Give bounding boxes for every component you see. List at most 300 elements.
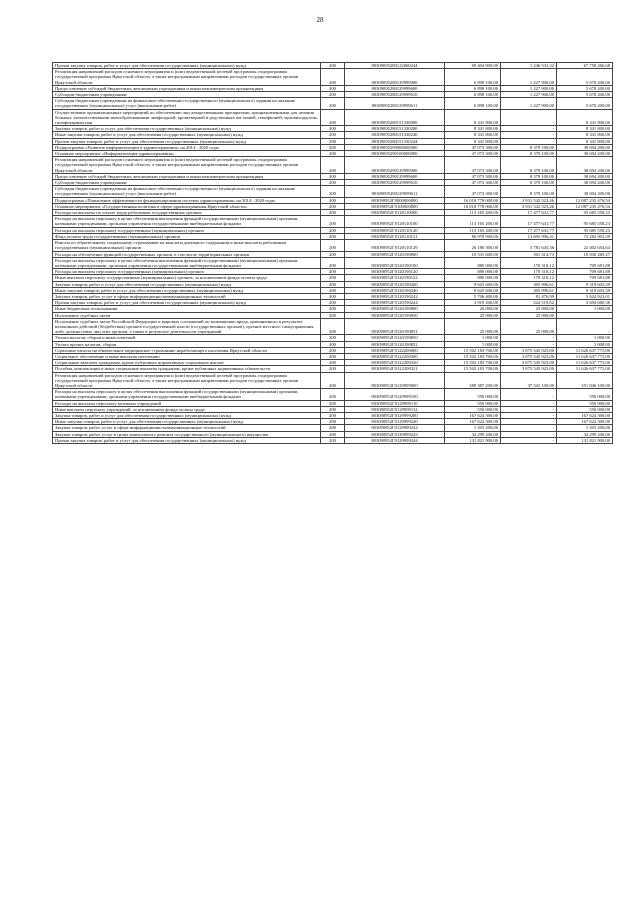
row-name-cell: Осуществление организационных мероприятий по обеспечению лиц лекарственными препаратами, предназначенными для лечения больных злокачественными новообразованиями лимфоидной, кроветворной и родственных им тканей, гемофилией, муковисцидозом, гипофизарным нан bbox=[53, 109, 321, 126]
row-amount-remaining-cell: 11 626 637 775,00 bbox=[557, 360, 613, 366]
row-code-cell: 200 bbox=[321, 293, 345, 299]
row-classification-code-cell: 803090952Г0129999100 bbox=[345, 389, 445, 400]
row-name-cell: Расходы на выплаты персоналу казенных учреждений bbox=[53, 400, 321, 406]
row-amount-planned-cell: 47 073 300,00 bbox=[445, 173, 501, 179]
row-amount-remaining-cell: - bbox=[557, 312, 613, 318]
row-name-cell: Расходы на выплаты персоналу в целях обеспечения выполнения функций государственными (муниципальными) органами, казенными учреждениями, органами управления государственными внебюджетными фондами bbox=[53, 216, 321, 227]
row-amount-planned-cell: 16 018 778 000,00 bbox=[445, 203, 501, 209]
row-amount-executed-cell: 305 996,61 bbox=[501, 287, 557, 293]
row-amount-executed-cell: 8 379 100,00 bbox=[501, 180, 557, 186]
row-amount-executed-cell: 3 875 545 925,00 bbox=[501, 366, 557, 372]
row-amount-planned-cell: 1 000,00 bbox=[445, 341, 501, 347]
row-amount-planned-cell: 47 073 300,00 bbox=[445, 151, 501, 157]
row-amount-planned-cell: 86 978 900,00 bbox=[445, 233, 501, 239]
row-name-cell: Субсидии бюджетным учреждениям bbox=[53, 92, 321, 98]
page-number: 28 bbox=[316, 16, 324, 24]
row-amount-remaining-cell: 38 694 200,00 bbox=[557, 157, 613, 174]
row-classification-code-cell: 803090952Г0129999110 bbox=[345, 400, 445, 406]
row-amount-remaining-cell: 22 402 654,64 bbox=[557, 240, 613, 251]
row-amount-executed-cell: - bbox=[501, 419, 557, 425]
row-code-cell: 200 bbox=[321, 63, 345, 69]
budget-table bbox=[52, 62, 613, 444]
row-code-cell: 200 bbox=[321, 281, 345, 287]
table-row bbox=[53, 197, 613, 203]
row-name-cell: Расходы на выплаты персоналу государственных (муниципальных) органов bbox=[53, 227, 321, 233]
row-amount-remaining-cell: 1 000,00 bbox=[557, 306, 613, 312]
row-amount-executed-cell: 25 000,00 bbox=[501, 306, 557, 312]
row-code-cell: 200 bbox=[321, 109, 345, 126]
row-code-cell: 200 bbox=[321, 347, 345, 353]
row-amount-executed-cell: 305 996,61 bbox=[501, 281, 557, 287]
row-amount-executed-cell: - bbox=[501, 341, 557, 347]
row-amount-remaining-cell: 11 626 637 775,00 bbox=[557, 353, 613, 359]
row-name-cell: Закупка товаров, работ и услуг для обеспечения государственных (муниципальных) нужд bbox=[53, 281, 321, 287]
row-amount-remaining-cell: 9 319 603,39 bbox=[557, 281, 613, 287]
row-amount-remaining-cell: 38 694 200,00 bbox=[557, 173, 613, 179]
row-classification-code-cell: 80309095290100000000 bbox=[345, 151, 445, 157]
row-name-cell: Социальное обеспечение и иные выплаты населению bbox=[53, 353, 321, 359]
row-amount-executed-cell: 1 227 900,00 bbox=[501, 92, 557, 98]
table-row bbox=[53, 98, 613, 109]
row-code-cell: 200 bbox=[321, 257, 345, 268]
row-amount-planned-cell: 167 624 300,00 bbox=[445, 419, 501, 425]
table-row bbox=[53, 186, 613, 197]
row-amount-executed-cell: - bbox=[501, 406, 557, 412]
row-amount-executed-cell: - bbox=[501, 132, 557, 138]
row-amount-remaining-cell: 95 685 558,23 bbox=[557, 216, 613, 227]
row-amount-remaining-cell: 5 670 200,00 bbox=[557, 85, 613, 91]
row-amount-remaining-cell: 8 341 800,00 bbox=[557, 126, 613, 132]
row-code-cell: 200 bbox=[321, 335, 345, 341]
row-classification-code-cell: 803090952Г0100000000 bbox=[345, 203, 445, 209]
table-row bbox=[53, 366, 613, 372]
row-classification-code-cell: 80309095280151330200 bbox=[345, 126, 445, 132]
row-name-cell: Иные бюджетные ассигнования bbox=[53, 306, 321, 312]
row-code-cell: 200 bbox=[321, 353, 345, 359]
row-amount-remaining-cell: 550 000,00 bbox=[557, 400, 613, 406]
row-name-cell: Закупка товаров, работ, услуг в сфере информационно-коммуникационных технологий bbox=[53, 425, 321, 431]
row-classification-code-cell: 803090952Г0122200000 bbox=[345, 347, 445, 353]
row-code-cell: 200 bbox=[321, 197, 345, 203]
row-amount-planned-cell: 15 502 183 700,00 bbox=[445, 366, 501, 372]
row-classification-code-cell: 803090952Г0120190240 bbox=[345, 287, 445, 293]
row-classification-code-cell: 80309095290129999000 bbox=[345, 157, 445, 174]
budget-table-body bbox=[53, 63, 613, 444]
row-amount-executed-cell: 8 379 100,00 bbox=[501, 173, 557, 179]
row-name-cell: Субсидии бюджетным учреждениям на финансовое обеспечение государственного (муниципального) задания на оказание государственных (муниципальных) услуг (выполнение работ) bbox=[53, 98, 321, 109]
row-amount-executed-cell: - bbox=[501, 389, 557, 400]
table-row bbox=[53, 372, 613, 389]
row-name-cell: Реализация направлений расходов основного мероприятия и (или) ведомственной целевой программы, подпрограммы государственной программы Иркутской области, а также непрограммным направлениям расходов государственных органов Иркутской области bbox=[53, 372, 321, 389]
row-classification-code-cell: 803090952Г0120190100 bbox=[345, 257, 445, 268]
row-amount-remaining-cell: 5 624 923,01 bbox=[557, 293, 613, 299]
row-amount-planned-cell: 47 073 300,00 bbox=[445, 186, 501, 197]
row-amount-remaining-cell: 5 670 200,00 bbox=[557, 98, 613, 109]
row-amount-planned-cell: 113 165 200,00 bbox=[445, 216, 501, 227]
row-classification-code-cell: 803090952Г0120190830 bbox=[345, 312, 445, 318]
row-name-cell: Фонд оплаты труда государственных (муниципальных) органов bbox=[53, 233, 321, 239]
row-classification-code-cell: 80309095290129999611 bbox=[345, 186, 445, 197]
row-code-cell: 200 bbox=[321, 425, 345, 431]
row-classification-code-cell: 803090952Г0120190200 bbox=[345, 281, 445, 287]
row-amount-remaining-cell: 1 000,00 bbox=[557, 341, 613, 347]
row-amount-planned-cell: 3 919 200,00 bbox=[445, 300, 501, 306]
row-amount-remaining-cell: 38 694 200,00 bbox=[557, 151, 613, 157]
row-name-cell: Расходы на обеспечение функций государственных органов, в том числе территориальных органов bbox=[53, 251, 321, 257]
row-amount-executed-cell: 8 379 100,00 bbox=[501, 144, 557, 150]
row-classification-code-cell: 803090952Г0120110100 bbox=[345, 216, 445, 227]
row-name-cell: Социальные выплаты гражданам, кроме публичных нормативных социальных выплат bbox=[53, 360, 321, 366]
table-row bbox=[53, 69, 613, 86]
row-name-cell: Иные выплаты персоналу учреждений, за исключением фонда оплаты труда bbox=[53, 406, 321, 412]
row-amount-planned-cell: 6 898 100,00 bbox=[445, 98, 501, 109]
row-amount-remaining-cell: 73 282 903,59 bbox=[557, 233, 613, 239]
row-classification-code-cell: 803090952Г0120190831 bbox=[345, 318, 445, 335]
row-name-cell: Иные закупки товаров, работ и услуг для обеспечения государственных (муниципальных) нужд bbox=[53, 132, 321, 138]
row-classification-code-cell: 803090952Г0122200320 bbox=[345, 360, 445, 366]
row-amount-planned-cell: 167 624 300,00 bbox=[445, 412, 501, 418]
row-amount-planned-cell: 8 341 800,00 bbox=[445, 138, 501, 144]
row-code-cell: 200 bbox=[321, 240, 345, 251]
row-code-cell: 200 bbox=[321, 203, 345, 209]
row-code-cell: 200 bbox=[321, 419, 345, 425]
row-amount-executed-cell: - bbox=[501, 425, 557, 431]
row-amount-executed-cell: 1 246 533,32 bbox=[501, 63, 557, 69]
row-amount-executed-cell: 3 931 542 523,46 bbox=[501, 197, 557, 203]
row-amount-planned-cell: 6 898 100,00 bbox=[445, 92, 501, 98]
row-amount-remaining-cell: 550 000,00 bbox=[557, 406, 613, 412]
row-amount-planned-cell: 15 502 183 700,00 bbox=[445, 360, 501, 366]
row-amount-planned-cell: 47 073 300,00 bbox=[445, 144, 501, 150]
row-name-cell: Расходы на выплаты по оплате труда работников государственных органов bbox=[53, 210, 321, 216]
row-amount-planned-cell: 10 531 600,00 bbox=[445, 251, 501, 257]
row-code-cell: 200 bbox=[321, 406, 345, 412]
row-amount-executed-cell: 3 931 542 523,46 bbox=[501, 203, 557, 209]
row-amount-planned-cell: 550 000,00 bbox=[445, 389, 501, 400]
row-code-cell: 200 bbox=[321, 360, 345, 366]
row-amount-executed-cell: 13 695 996,41 bbox=[501, 233, 557, 239]
row-code-cell: 200 bbox=[321, 186, 345, 197]
row-amount-planned-cell: 550 000,00 bbox=[445, 400, 501, 406]
row-code-cell: 200 bbox=[321, 144, 345, 150]
row-amount-executed-cell: 170 318,12 bbox=[501, 275, 557, 281]
table-row bbox=[53, 360, 613, 366]
row-name-cell: Предоставление субсидий бюджетным, автономным учреждениям и иным некоммерческим организациям bbox=[53, 85, 321, 91]
row-classification-code-cell: 803090952Г0129999244 bbox=[345, 437, 445, 443]
table-row bbox=[53, 216, 613, 227]
row-name-cell: Субсидии бюджетным учреждениям bbox=[53, 180, 321, 186]
row-code-cell: 200 bbox=[321, 275, 345, 281]
row-amount-planned-cell: 9 625 600,00 bbox=[445, 281, 501, 287]
row-amount-planned-cell: 26 000,00 bbox=[445, 306, 501, 312]
row-amount-executed-cell: 3 875 545 925,00 bbox=[501, 353, 557, 359]
row-code-cell: 200 bbox=[321, 372, 345, 389]
row-amount-remaining-cell: 550 000,00 bbox=[557, 389, 613, 400]
row-amount-planned-cell: 47 073 300,00 bbox=[445, 157, 501, 174]
row-code-cell: 200 bbox=[321, 412, 345, 418]
row-name-cell: Субсидии бюджетным учреждениям на финансовое обеспечение государственного (муниципального) задания на оказание государственных (муниципальных) услуг (выполнение работ) bbox=[53, 186, 321, 197]
row-code-cell: 200 bbox=[321, 312, 345, 318]
row-amount-remaining-cell: 351 846 100,00 bbox=[557, 372, 613, 389]
row-amount-remaining-cell: 12 087 235 476,54 bbox=[557, 203, 613, 209]
row-amount-remaining-cell: 167 624 300,00 bbox=[557, 412, 613, 418]
row-code-cell: 200 bbox=[321, 92, 345, 98]
row-code-cell: 200 bbox=[321, 437, 345, 443]
row-classification-code-cell: 803090952Г0120110129 bbox=[345, 240, 445, 251]
row-name-cell: Иные выплаты персоналу государственных (муниципальных) органов, за исключением фонда оплаты труда bbox=[53, 275, 321, 281]
row-amount-executed-cell: - bbox=[501, 126, 557, 132]
row-amount-remaining-cell: 1 503 200,00 bbox=[557, 425, 613, 431]
row-amount-planned-cell: 6 898 100,00 bbox=[445, 85, 501, 91]
row-name-cell: Уплата налогов, сборов и иных платежей bbox=[53, 335, 321, 341]
row-classification-code-cell: 80309095280151330000 bbox=[345, 109, 445, 126]
row-amount-executed-cell: 25 000,00 bbox=[501, 312, 557, 318]
table-row bbox=[53, 233, 613, 239]
row-amount-planned-cell: 25 000,00 bbox=[445, 312, 501, 318]
table-row bbox=[53, 437, 613, 443]
row-classification-code-cell: 803090952Г0120110000 bbox=[345, 210, 445, 216]
row-amount-executed-cell: - bbox=[501, 109, 557, 126]
row-classification-code-cell: 803090952Г0120190800 bbox=[345, 306, 445, 312]
row-code-cell: 200 bbox=[321, 180, 345, 186]
row-code-cell: 200 bbox=[321, 300, 345, 306]
row-amount-executed-cell: 37 541 100,00 bbox=[501, 372, 557, 389]
row-classification-code-cell: 803090952Г0120190242 bbox=[345, 293, 445, 299]
row-amount-remaining-cell: 95 685 558,23 bbox=[557, 210, 613, 216]
row-amount-executed-cell: 8 379 100,00 bbox=[501, 157, 557, 174]
row-amount-planned-cell: 880 000,00 bbox=[445, 257, 501, 268]
row-amount-planned-cell: 550 000,00 bbox=[445, 406, 501, 412]
row-classification-code-cell: 803090952Г0120110121 bbox=[345, 233, 445, 239]
row-classification-code-cell: 80309095280129999610 bbox=[345, 92, 445, 98]
row-amount-executed-cell: 224 519,62 bbox=[501, 300, 557, 306]
row-amount-planned-cell: 1 503 200,00 bbox=[445, 425, 501, 431]
row-classification-code-cell: 803090952Г0120190244 bbox=[345, 300, 445, 306]
row-amount-remaining-cell: 38 694 200,00 bbox=[557, 180, 613, 186]
row-amount-executed-cell: 17 477 641,77 bbox=[501, 227, 557, 233]
row-amount-executed-cell: 3 875 545 925,00 bbox=[501, 360, 557, 366]
row-code-cell: 200 bbox=[321, 366, 345, 372]
row-classification-code-cell: 803090952Г0120110120 bbox=[345, 227, 445, 233]
row-amount-planned-cell: 69 404 800,00 bbox=[445, 63, 501, 69]
row-amount-remaining-cell: 1 000,00 bbox=[557, 335, 613, 341]
row-amount-executed-cell: - bbox=[501, 437, 557, 443]
row-classification-code-cell: 803090952Г0120190000 bbox=[345, 251, 445, 257]
row-code-cell: 200 bbox=[321, 132, 345, 138]
row-name-cell: Закупка товаров, работ, услуг в целях капитального ремонта государственного (муниципального) имущества bbox=[53, 431, 321, 437]
row-amount-executed-cell: 3 875 545 925,00 bbox=[501, 347, 557, 353]
row-code-cell: 200 bbox=[321, 138, 345, 144]
row-amount-planned-cell: 880 000,00 bbox=[445, 275, 501, 281]
row-classification-code-cell: 803090952Г0122200321 bbox=[345, 366, 445, 372]
row-amount-executed-cell: 501 314,73 bbox=[501, 251, 557, 257]
row-amount-planned-cell: 8 341 800,00 bbox=[445, 109, 501, 126]
row-classification-code-cell: 803090952Г0120190850 bbox=[345, 335, 445, 341]
row-name-cell: Прочая закупка товаров, работ и услуг для обеспечения государственных (муниципальных) нужд bbox=[53, 437, 321, 443]
row-classification-code-cell: 80309095290129999600 bbox=[345, 173, 445, 179]
table-row bbox=[53, 318, 613, 335]
row-code-cell: 200 bbox=[321, 431, 345, 437]
row-name-cell: Исполнение судебных актов bbox=[53, 312, 321, 318]
row-amount-remaining-cell: 67 758 266,68 bbox=[557, 63, 613, 69]
row-classification-code-cell: 803090952Г0000000000 bbox=[345, 197, 445, 203]
row-classification-code-cell: 80309095280122060244 bbox=[345, 63, 445, 69]
row-amount-planned-cell: 1 000,00 bbox=[445, 335, 501, 341]
row-amount-planned-cell: 47 073 300,00 bbox=[445, 180, 501, 186]
row-amount-executed-cell: 170 318,12 bbox=[501, 269, 557, 275]
row-amount-planned-cell: 6 898 100,00 bbox=[445, 69, 501, 86]
row-classification-code-cell: 80309095280129999000 bbox=[345, 69, 445, 86]
row-name-cell: Взносы по обязательному социальному страхованию на выплаты денежного содержания и иные выплаты работникам государственных (муниципальных) органов bbox=[53, 240, 321, 251]
row-classification-code-cell: 80309095290129999610 bbox=[345, 180, 445, 186]
row-amount-remaining-cell: 34 299 200,00 bbox=[557, 431, 613, 437]
row-amount-remaining-cell: 38 694 200,00 bbox=[557, 186, 613, 197]
row-amount-planned-cell: 389 387 200,00 bbox=[445, 372, 501, 389]
row-amount-remaining-cell: 10 030 285,27 bbox=[557, 251, 613, 257]
row-amount-planned-cell: 9 625 600,00 bbox=[445, 287, 501, 293]
table-row bbox=[53, 157, 613, 174]
row-amount-executed-cell: - bbox=[501, 335, 557, 341]
row-code-cell: 200 bbox=[321, 173, 345, 179]
table-row bbox=[53, 240, 613, 251]
row-code-cell: 200 bbox=[321, 210, 345, 216]
row-amount-planned-cell: 8 341 800,00 bbox=[445, 132, 501, 138]
row-name-cell: Расходы на выплаты персоналу в целях обеспечения выполнения функций государственными (муниципальными) органами, казенными учреждениями, органами управления государственными внебюджетными фондами bbox=[53, 257, 321, 268]
row-name-cell: Иные закупки товаров, работ и услуг для обеспечения государственных (муниципальных) нужд bbox=[53, 419, 321, 425]
row-amount-remaining-cell: 8 341 800,00 bbox=[557, 109, 613, 126]
row-amount-executed-cell: 1 227 900,00 bbox=[501, 85, 557, 91]
table-row bbox=[53, 210, 613, 216]
row-name-cell: Закупка товаров, работ и услуг для обеспечения государственных (муниципальных) нужд bbox=[53, 412, 321, 418]
row-code-cell: 200 bbox=[321, 151, 345, 157]
row-amount-executed-cell: 3 781 645,36 bbox=[501, 240, 557, 251]
row-code-cell: 200 bbox=[321, 227, 345, 233]
row-amount-remaining-cell: 5 670 200,00 bbox=[557, 92, 613, 98]
row-amount-remaining-cell: - bbox=[557, 318, 613, 335]
row-classification-code-cell: 80309095280129999600 bbox=[345, 85, 445, 91]
row-amount-remaining-cell: 38 694 200,00 bbox=[557, 144, 613, 150]
row-amount-planned-cell: 15 502 183 700,00 bbox=[445, 353, 501, 359]
row-amount-planned-cell: 25 000,00 bbox=[445, 318, 501, 335]
table-row bbox=[53, 203, 613, 209]
row-classification-code-cell: 803090952Г0120190852 bbox=[345, 341, 445, 347]
row-name-cell: Реализация направлений расходов основного мероприятия и (или) ведомственной целевой программы, подпрограммы государственной программы Иркутской области, а также непрограммным направлениям расходов государственных органов Иркутской области bbox=[53, 69, 321, 86]
row-name-cell: Реализация направлений расходов основного мероприятия и (или) ведомственной целевой программы, подпрограммы государственной программы Иркутской области, а также непрограммным направлениям расходов государственных органов Иркутской области bbox=[53, 157, 321, 174]
row-amount-executed-cell: - bbox=[501, 431, 557, 437]
row-name-cell: Расходы на выплаты персоналу государственных (муниципальных) органов bbox=[53, 269, 321, 275]
row-classification-code-cell: 803090952Г0129999242 bbox=[345, 425, 445, 431]
row-name-cell: Страховые взносы на обязательное медицинское страхование неработающего населения Иркутской области bbox=[53, 347, 321, 353]
table-row bbox=[53, 353, 613, 359]
table-row bbox=[53, 227, 613, 233]
row-code-cell: 200 bbox=[321, 306, 345, 312]
row-name-cell: Закупка товаров, работ, услуг в сфере информационно-коммуникационных технологий bbox=[53, 293, 321, 299]
row-code-cell: 200 bbox=[321, 251, 345, 257]
row-amount-remaining-cell: 95 685 558,23 bbox=[557, 227, 613, 233]
row-amount-executed-cell: 17 477 641,77 bbox=[501, 210, 557, 216]
row-code-cell: 200 bbox=[321, 216, 345, 227]
row-code-cell: 200 bbox=[321, 85, 345, 91]
row-name-cell: Исполнение судебных актов Российской Федерации и мировых соглашений по возмещению вреда, причиненного в результате незаконных действий (бездействия) органов государственной власти (государственных органов), органов местного самоуправления либо должностных лиц этих органов, а также в результате деятельности учреждений bbox=[53, 318, 321, 335]
row-amount-remaining-cell: 709 681,88 bbox=[557, 269, 613, 275]
row-name-cell: Расходы на выплаты персоналу в целях обеспечения выполнения функций государственными (муниципальными) органами, казенными учреждениями, органами управления государственными внебюджетными фондами bbox=[53, 389, 321, 400]
row-amount-remaining-cell: 9 319 603,39 bbox=[557, 287, 613, 293]
row-amount-executed-cell: 1 227 900,00 bbox=[501, 98, 557, 109]
row-amount-executed-cell: 17 477 641,77 bbox=[501, 216, 557, 227]
row-classification-code-cell: 80309095280151330244 bbox=[345, 138, 445, 144]
row-classification-code-cell: 80309095280151330240 bbox=[345, 132, 445, 138]
row-amount-executed-cell: 1 227 900,00 bbox=[501, 69, 557, 86]
row-code-cell: 200 bbox=[321, 389, 345, 400]
row-amount-remaining-cell: 709 681,88 bbox=[557, 275, 613, 281]
row-amount-planned-cell: 880 000,00 bbox=[445, 269, 501, 275]
row-code-cell: 200 bbox=[321, 69, 345, 86]
row-classification-code-cell: 803090952Г0129999200 bbox=[345, 412, 445, 418]
row-amount-executed-cell: - bbox=[501, 138, 557, 144]
row-code-cell: 200 bbox=[321, 341, 345, 347]
row-code-cell: 200 bbox=[321, 233, 345, 239]
row-name-cell: Основное мероприятие «Информатизация здравоохранения» bbox=[53, 151, 321, 157]
row-name-cell: Прочая закупка товаров, работ и услуг для обеспечения государственных (муниципальных) нужд bbox=[53, 138, 321, 144]
row-amount-executed-cell: - bbox=[501, 400, 557, 406]
row-amount-planned-cell: 26 186 300,00 bbox=[445, 240, 501, 251]
row-amount-remaining-cell: 11 626 637 775,00 bbox=[557, 347, 613, 353]
row-amount-executed-cell: 8 379 100,00 bbox=[501, 186, 557, 197]
row-classification-code-cell: 803090952Г0120190120 bbox=[345, 269, 445, 275]
row-amount-planned-cell: 16 018 778 000,00 bbox=[445, 197, 501, 203]
row-amount-planned-cell: 5 706 400,00 bbox=[445, 293, 501, 299]
row-amount-remaining-cell: 8 341 800,00 bbox=[557, 132, 613, 138]
row-amount-planned-cell: 131 821 900,00 bbox=[445, 437, 501, 443]
table-row bbox=[53, 257, 613, 268]
row-classification-code-cell: 803090952Г0129999112 bbox=[345, 406, 445, 412]
row-name-cell: Подпрограмма «Повышение эффективности функционирования системы здравоохранения» на 2014 - 2020 годы bbox=[53, 197, 321, 203]
row-name-cell: Прочая закупка товаров, работ и услуг для обеспечения государственных (муниципальных) нужд bbox=[53, 63, 321, 69]
row-name-cell: Иные закупки товаров, работ и услуг для обеспечения государственных (муниципальных) нужд bbox=[53, 287, 321, 293]
row-amount-executed-cell: 81 476,99 bbox=[501, 293, 557, 299]
row-amount-remaining-cell: 709 681,88 bbox=[557, 257, 613, 268]
row-amount-planned-cell: 113 165 200,00 bbox=[445, 227, 501, 233]
table-row bbox=[53, 347, 613, 353]
row-classification-code-cell: 803090952Г0129999243 bbox=[345, 431, 445, 437]
row-amount-planned-cell: 34 299 200,00 bbox=[445, 431, 501, 437]
row-classification-code-cell: 803090952Г0122200300 bbox=[345, 353, 445, 359]
row-classification-code-cell: 803090952Г0129999000 bbox=[345, 372, 445, 389]
row-code-cell: 200 bbox=[321, 157, 345, 174]
row-name-cell: Прочая закупка товаров, работ и услуг для обеспечения государственных (муниципальных) нужд bbox=[53, 300, 321, 306]
table-row bbox=[53, 389, 613, 400]
row-amount-remaining-cell: 12 087 235 476,54 bbox=[557, 197, 613, 203]
row-name-cell: Предоставление субсидий бюджетным, автономным учреждениям и иным некоммерческим организациям bbox=[53, 173, 321, 179]
table-row bbox=[53, 109, 613, 126]
row-classification-code-cell: 803090952Г0120190122 bbox=[345, 275, 445, 281]
row-amount-remaining-cell: 8 341 800,00 bbox=[557, 138, 613, 144]
row-name-cell: Уплата прочих налогов, сборов bbox=[53, 341, 321, 347]
row-classification-code-cell: 803090952Г0129999240 bbox=[345, 419, 445, 425]
row-amount-remaining-cell: 3 694 680,38 bbox=[557, 300, 613, 306]
row-amount-planned-cell: 15 502 183 700,00 bbox=[445, 347, 501, 353]
row-code-cell: 200 bbox=[321, 98, 345, 109]
row-amount-executed-cell: 8 379 100,00 bbox=[501, 151, 557, 157]
row-name-cell: Подпрограмма «Развитие информатизации в здравоохранении» на 2014 - 2020 годы bbox=[53, 144, 321, 150]
row-amount-planned-cell: 8 341 800,00 bbox=[445, 126, 501, 132]
row-classification-code-cell: 80309095280129999611 bbox=[345, 98, 445, 109]
row-amount-executed-cell: 170 318,12 bbox=[501, 257, 557, 268]
row-amount-executed-cell: - bbox=[501, 412, 557, 418]
row-amount-executed-cell: 25 000,00 bbox=[501, 318, 557, 335]
row-code-cell: 200 bbox=[321, 126, 345, 132]
row-amount-remaining-cell: 5 670 200,00 bbox=[557, 69, 613, 86]
